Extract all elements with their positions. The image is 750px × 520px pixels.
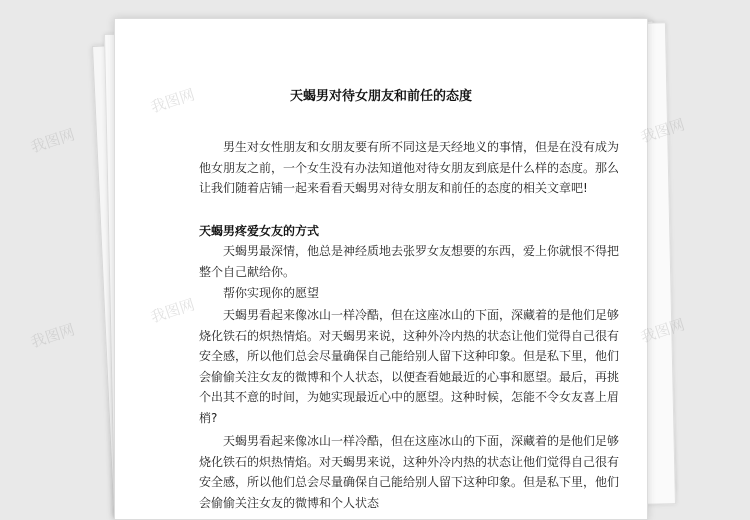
sub-heading: 帮你实现你的愿望 [223, 286, 320, 300]
document-title: 天蝎男对待女朋友和前任的态度 [289, 89, 472, 104]
watermark-text: 我图网 [638, 115, 687, 147]
section-heading: 天蝎男疼爱女友的方式 [199, 224, 320, 238]
watermark-text: 我图网 [638, 315, 687, 347]
body-paragraph-2: 天蝎男看起来像冰山一样冷酷，但在这座冰山的下面，深藏着的是他们足够烧化铁石的炽热情焰。对天蝎男来说，这种外冷内热的状态让他们觉得自己很有安全感，所以他们总会尽量确保自己能给别人留下这种印象。但是私下里，他们会偷偷关注女友的微博和个人状态，以便查看她最近的心事和愿望。最后，再挑个出其不意的时间，为她实现最近心中的愿望。这种时候，怎能不令女友喜上眉梢? [199, 308, 620, 425]
watermark-text: 我图网 [28, 125, 77, 157]
intro-paragraph: 男生对女性朋友和女朋友要有所不同这是天经地义的事情，但是在没有成为他女朋友之前，一个女生没有办法知道他对待女朋友到底是什么样的态度。那么让我们随着店铺一起来看看天蝎男对待女朋友和前任的态度的相关文章吧! [199, 140, 620, 195]
body-paragraph-3: 天蝎男看起来像冰山一样冷酷，但在这座冰山的下面，深藏着的是他们足够烧化铁石的炽热情焰。对天蝎男来说，这种外冷内热的状态让他们觉得自己很有安全感，所以他们总会尽量确保自己能给别人留下这种印象。但是私下里，他们会偷偷关注女友的微博和个人状态 [199, 434, 620, 510]
document-page [114, 18, 648, 520]
watermark-text: 我图网 [28, 320, 77, 352]
watermark-text: 我图网 [148, 85, 197, 117]
body-paragraph-1: 天蝎男最深情，他总是神经质地去张罗女友想要的东西，爱上你就恨不得把整个自己献给你。 [199, 244, 620, 279]
watermark-text: 我图网 [148, 295, 197, 327]
